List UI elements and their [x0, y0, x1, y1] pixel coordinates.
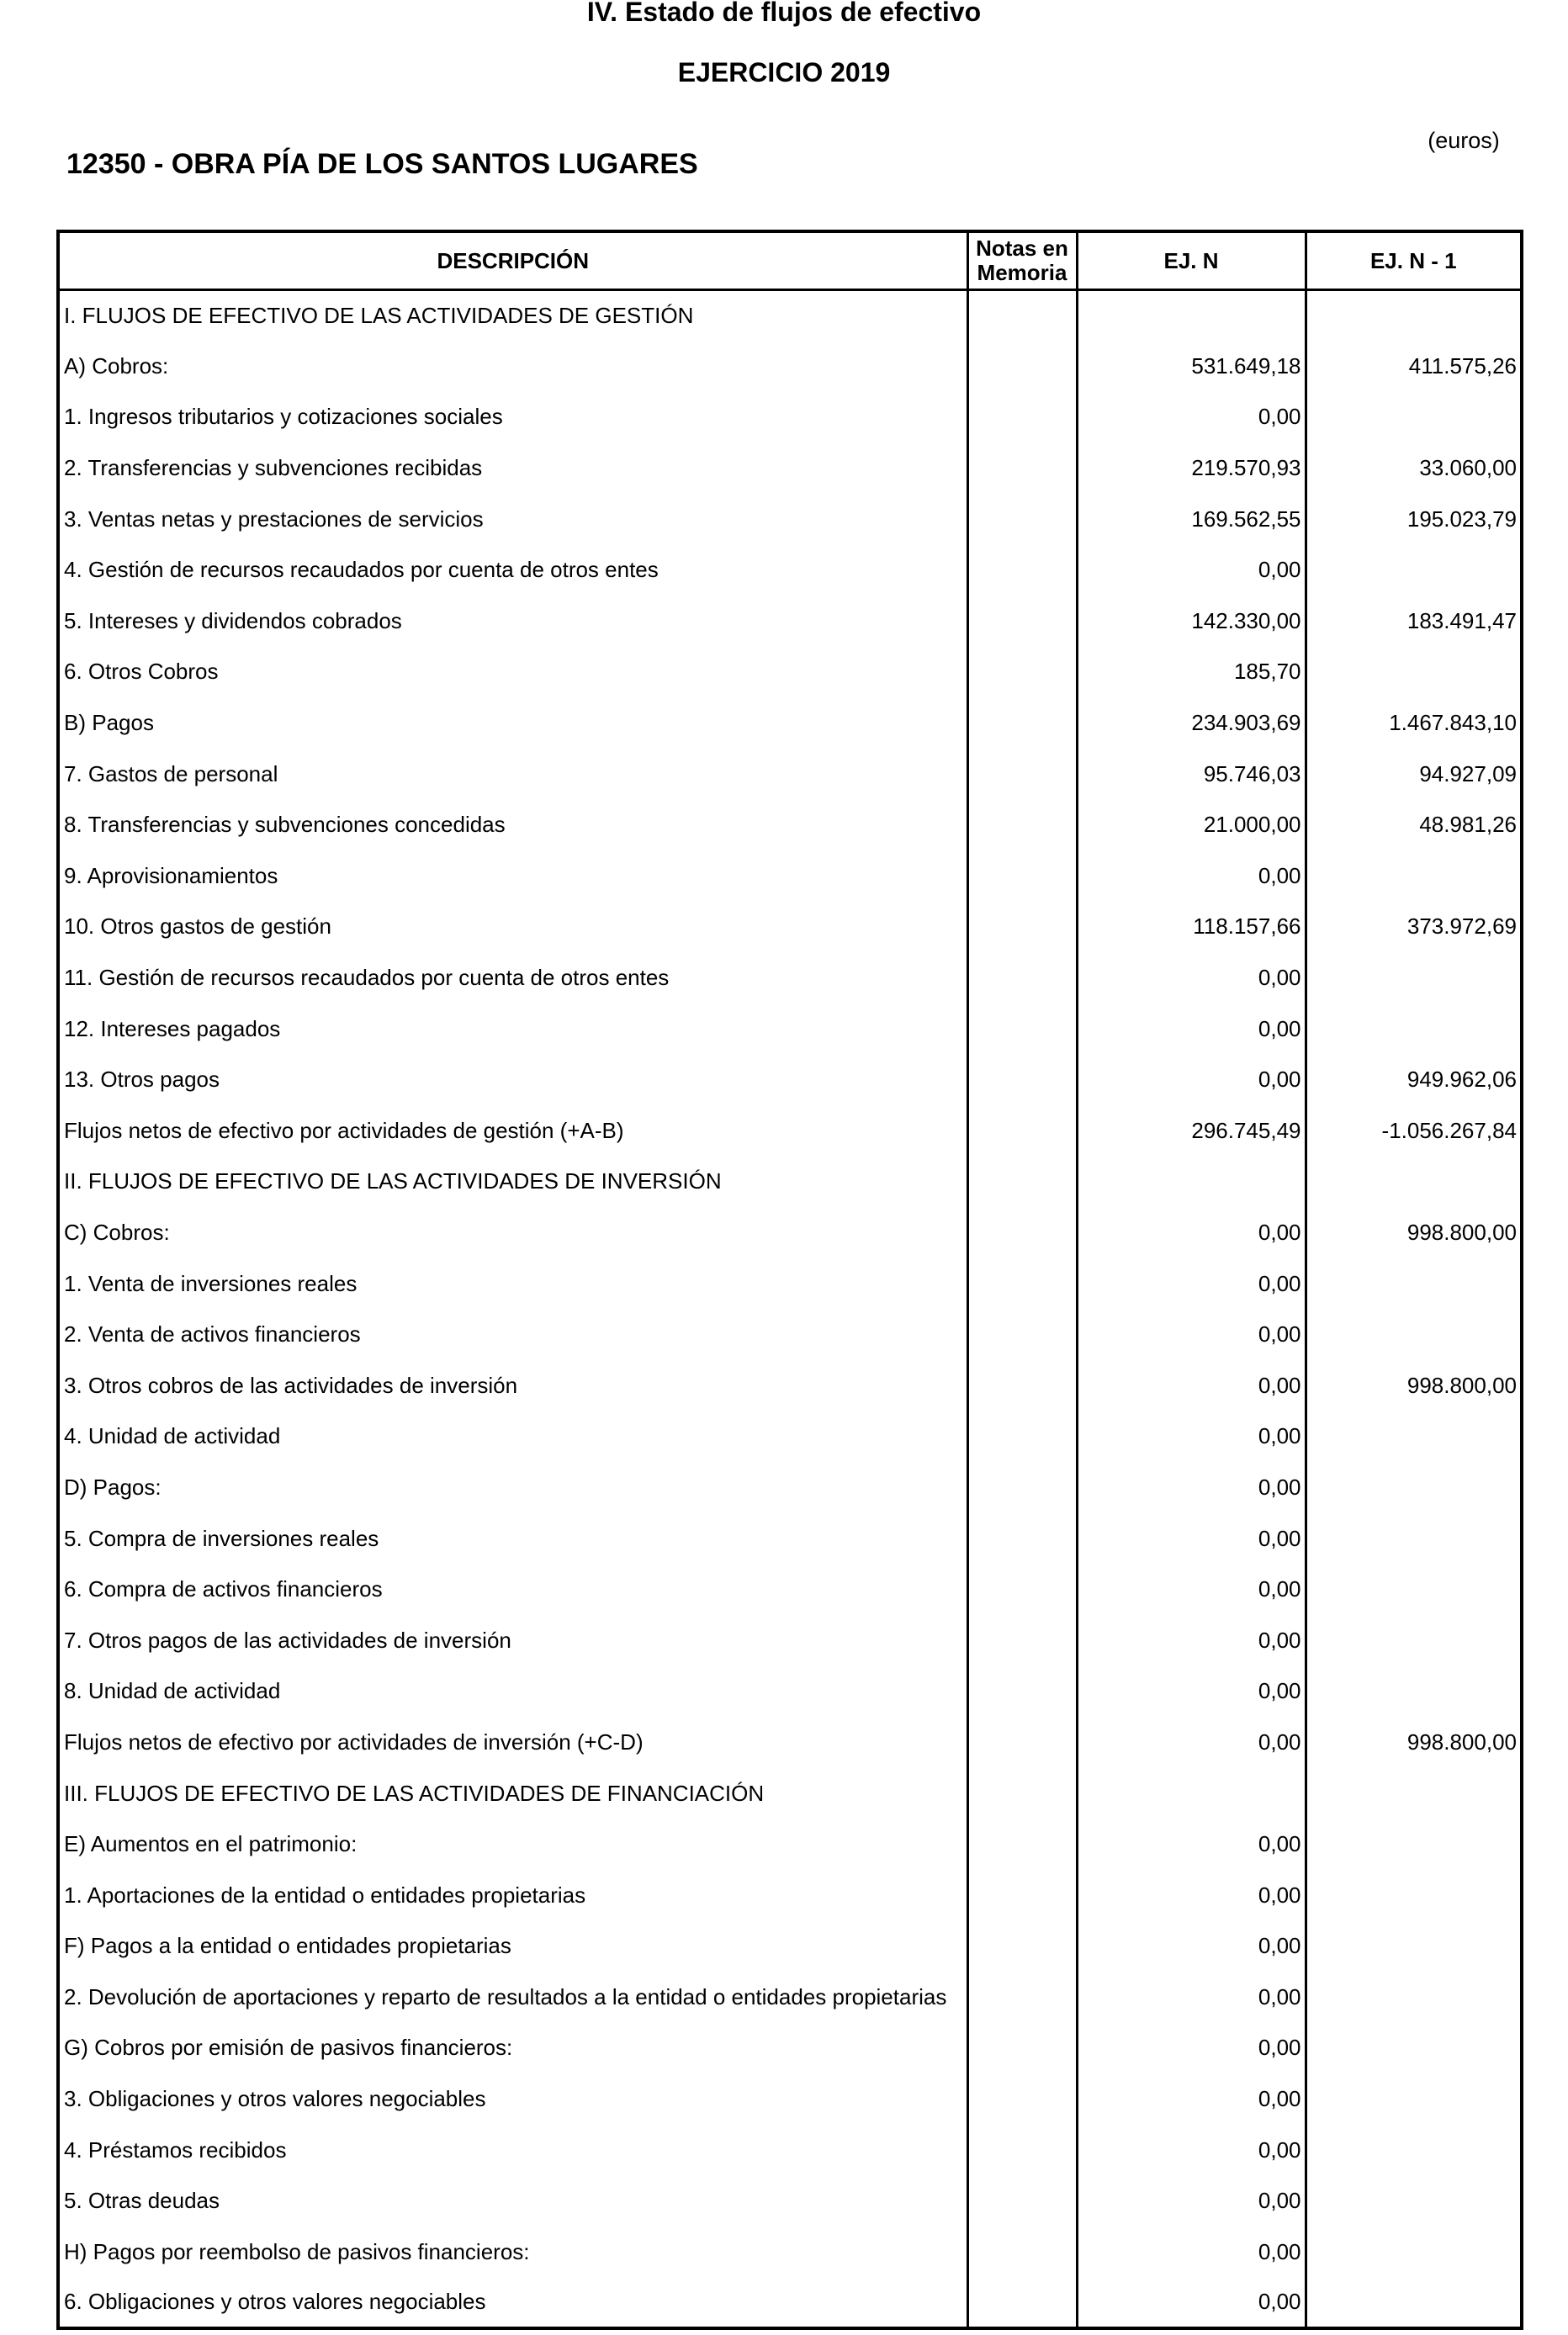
- row-previous-year-value: [1306, 1972, 1522, 2023]
- row-description: 3. Ventas netas y prestaciones de servicios: [58, 494, 967, 545]
- row-current-year-value: 0,00: [1077, 1003, 1306, 1055]
- row-notes: [967, 749, 1077, 800]
- col-header-current-year: EJ. N: [1077, 231, 1306, 290]
- col-header-notes-line1: Notas en: [976, 236, 1068, 261]
- row-current-year-value: 0,00: [1077, 1207, 1306, 1258]
- row-previous-year-value: [1306, 2125, 1522, 2176]
- row-previous-year-value: 48.981,26: [1306, 799, 1522, 850]
- row-description: 4. Gestión de recursos recaudados por cuenta de otros entes: [58, 544, 967, 596]
- row-description: 11. Gestión de recursos recaudados por cuenta de otros entes: [58, 952, 967, 1003]
- row-description: 12. Intereses pagados: [58, 1003, 967, 1055]
- table-row: [58, 2023, 1522, 2074]
- row-notes: [967, 1411, 1077, 1463]
- row-current-year-value: 142.330,00: [1077, 596, 1306, 647]
- row-current-year-value: 0,00: [1077, 1513, 1306, 1565]
- row-current-year-value: 0,00: [1077, 1717, 1306, 1768]
- row-current-year-value: 0,00: [1077, 1360, 1306, 1411]
- row-notes: [967, 596, 1077, 647]
- row-previous-year-value: [1306, 1462, 1522, 1513]
- table-row: [58, 1411, 1522, 1463]
- table-row: [58, 2073, 1522, 2125]
- row-notes: [967, 2125, 1077, 2176]
- table-row: [58, 392, 1522, 443]
- table-row: [58, 902, 1522, 953]
- row-current-year-value: 0,00: [1077, 1972, 1306, 2023]
- row-previous-year-value: 998.800,00: [1306, 1360, 1522, 1411]
- row-notes: [967, 697, 1077, 749]
- row-notes: [967, 1360, 1077, 1411]
- row-previous-year-value: 33.060,00: [1306, 442, 1522, 494]
- row-current-year-value: 0,00: [1077, 1309, 1306, 1360]
- row-previous-year-value: [1306, 290, 1522, 342]
- row-description: 7. Otros pagos de las actividades de inversión: [58, 1615, 967, 1666]
- row-notes: [967, 1717, 1077, 1768]
- cash-flow-table: [56, 230, 1523, 2330]
- row-description: 2. Devolución de aportaciones y reparto de resultados a la entidad o entidades propietarias: [58, 1972, 967, 2023]
- table-row: [58, 1870, 1522, 1921]
- row-previous-year-value: [1306, 1666, 1522, 1718]
- row-current-year-value: [1077, 1157, 1306, 1208]
- row-current-year-value: 296.745,49: [1077, 1105, 1306, 1157]
- row-current-year-value: 0,00: [1077, 952, 1306, 1003]
- row-current-year-value: [1077, 1768, 1306, 1819]
- row-current-year-value: 0,00: [1077, 1819, 1306, 1870]
- row-current-year-value: 0,00: [1077, 2175, 1306, 2226]
- row-description: 13. Otros pagos: [58, 1054, 967, 1105]
- row-notes: [967, 1564, 1077, 1615]
- row-description: D) Pagos:: [58, 1462, 967, 1513]
- table-row: [58, 749, 1522, 800]
- row-previous-year-value: [1306, 2073, 1522, 2125]
- row-notes: [967, 902, 1077, 953]
- row-previous-year-value: [1306, 1819, 1522, 1870]
- row-current-year-value: 0,00: [1077, 544, 1306, 596]
- row-description: 7. Gastos de personal: [58, 749, 967, 800]
- row-description: B) Pagos: [58, 697, 967, 749]
- row-current-year-value: 234.903,69: [1077, 697, 1306, 749]
- row-notes: [967, 1003, 1077, 1055]
- row-previous-year-value: 949.962,06: [1306, 1054, 1522, 1105]
- row-previous-year-value: 195.023,79: [1306, 494, 1522, 545]
- row-previous-year-value: 1.467.843,10: [1306, 697, 1522, 749]
- row-notes: [967, 1207, 1077, 1258]
- row-current-year-value: 0,00: [1077, 2125, 1306, 2176]
- row-notes: [967, 2175, 1077, 2226]
- row-current-year-value: 0,00: [1077, 1411, 1306, 1463]
- row-previous-year-value: [1306, 2175, 1522, 2226]
- table-row: [58, 952, 1522, 1003]
- table-row: [58, 544, 1522, 596]
- row-description: 5. Compra de inversiones reales: [58, 1513, 967, 1565]
- row-current-year-value: 21.000,00: [1077, 799, 1306, 850]
- row-previous-year-value: [1306, 647, 1522, 698]
- row-notes: [967, 1258, 1077, 1310]
- table-row: [58, 1972, 1522, 2023]
- table-row: [58, 1309, 1522, 1360]
- row-description: G) Cobros por emisión de pasivos financieros:: [58, 2023, 967, 2074]
- row-notes: [967, 1054, 1077, 1105]
- row-current-year-value: 0,00: [1077, 1615, 1306, 1666]
- row-previous-year-value: [1306, 1157, 1522, 1208]
- row-previous-year-value: [1306, 952, 1522, 1003]
- table-row: [58, 799, 1522, 850]
- row-notes: [967, 647, 1077, 698]
- table-row: [58, 1819, 1522, 1870]
- table-row: [58, 850, 1522, 902]
- table-row: [58, 1921, 1522, 1972]
- row-notes: [967, 2226, 1077, 2278]
- table-row: [58, 442, 1522, 494]
- row-notes: [967, 1615, 1077, 1666]
- row-current-year-value: 0,00: [1077, 2073, 1306, 2125]
- row-previous-year-value: [1306, 1003, 1522, 1055]
- row-notes: [967, 341, 1077, 392]
- row-previous-year-value: [1306, 850, 1522, 902]
- row-description: I. FLUJOS DE EFECTIVO DE LAS ACTIVIDADES DE GESTIÓN: [58, 290, 967, 342]
- row-previous-year-value: [1306, 1411, 1522, 1463]
- row-current-year-value: 0,00: [1077, 1462, 1306, 1513]
- table-row: [58, 2278, 1522, 2329]
- row-description: 1. Aportaciones de la entidad o entidades propietarias: [58, 1870, 967, 1921]
- row-description: F) Pagos a la entidad o entidades propietarias: [58, 1921, 967, 1972]
- col-header-notes: [967, 231, 1077, 290]
- table-row: [58, 1564, 1522, 1615]
- row-description: 6. Otros Cobros: [58, 647, 967, 698]
- table-row: [58, 1207, 1522, 1258]
- row-previous-year-value: 998.800,00: [1306, 1207, 1522, 1258]
- row-previous-year-value: 94.927,09: [1306, 749, 1522, 800]
- row-previous-year-value: [1306, 2023, 1522, 2074]
- table-row: [58, 596, 1522, 647]
- fiscal-year: EJERCICIO 2019: [677, 57, 891, 87]
- row-description: 9. Aprovisionamientos: [58, 850, 967, 902]
- row-description: 1. Venta de inversiones reales: [58, 1258, 967, 1310]
- row-current-year-value: 0,00: [1077, 1258, 1306, 1310]
- row-notes: [967, 2023, 1077, 2074]
- row-notes: [967, 290, 1077, 342]
- row-description: 8. Unidad de actividad: [58, 1666, 967, 1718]
- table-row: [58, 1157, 1522, 1208]
- col-header-description: DESCRIPCIÓN: [58, 231, 967, 290]
- row-current-year-value: 531.649,18: [1077, 341, 1306, 392]
- page-title: IV. Estado de flujos de efectivo: [586, 0, 982, 27]
- row-notes: [967, 1921, 1077, 1972]
- row-previous-year-value: [1306, 1921, 1522, 1972]
- row-description: 8. Transferencias y subvenciones concedidas: [58, 799, 967, 850]
- table-row: [58, 1513, 1522, 1565]
- table-header-row: [58, 231, 1522, 290]
- table-row: [58, 697, 1522, 749]
- row-notes: [967, 442, 1077, 494]
- row-previous-year-value: [1306, 1870, 1522, 1921]
- row-current-year-value: 0,00: [1077, 1054, 1306, 1105]
- col-header-notes-line2: Memoria: [977, 260, 1067, 285]
- row-description: Flujos netos de efectivo por actividades de gestión (+A-B): [58, 1105, 967, 1157]
- row-notes: [967, 494, 1077, 545]
- row-description: 3. Obligaciones y otros valores negociables: [58, 2073, 967, 2125]
- row-description: 4. Unidad de actividad: [58, 1411, 967, 1463]
- row-current-year-value: 219.570,93: [1077, 442, 1306, 494]
- row-notes: [967, 799, 1077, 850]
- row-description: II. FLUJOS DE EFECTIVO DE LAS ACTIVIDADES DE INVERSIÓN: [58, 1157, 967, 1208]
- row-notes: [967, 1462, 1077, 1513]
- row-current-year-value: 0,00: [1077, 392, 1306, 443]
- table-row: [58, 1462, 1522, 1513]
- row-current-year-value: [1077, 290, 1306, 342]
- row-notes: [967, 952, 1077, 1003]
- row-notes: [967, 1157, 1077, 1208]
- row-previous-year-value: 411.575,26: [1306, 341, 1522, 392]
- row-description: H) Pagos por reembolso de pasivos financieros:: [58, 2226, 967, 2278]
- col-header-previous-year: EJ. N - 1: [1306, 231, 1522, 290]
- row-description: 1. Ingresos tributarios y cotizaciones sociales: [58, 392, 967, 443]
- row-current-year-value: 0,00: [1077, 1870, 1306, 1921]
- row-description: E) Aumentos en el patrimonio:: [58, 1819, 967, 1870]
- row-description: 5. Intereses y dividendos cobrados: [58, 596, 967, 647]
- row-notes: [967, 1972, 1077, 2023]
- row-notes: [967, 2073, 1077, 2125]
- row-current-year-value: 0,00: [1077, 1564, 1306, 1615]
- row-notes: [967, 1819, 1077, 1870]
- table-row: [58, 1054, 1522, 1105]
- row-description: 6. Compra de activos financieros: [58, 1564, 967, 1615]
- table-row: [58, 290, 1522, 342]
- row-description: A) Cobros:: [58, 341, 967, 392]
- row-description: 2. Venta de activos financieros: [58, 1309, 967, 1360]
- row-description: 5. Otras deudas: [58, 2175, 967, 2226]
- row-notes: [967, 392, 1077, 443]
- table-row: [58, 2125, 1522, 2176]
- table-row: [58, 1003, 1522, 1055]
- table-row: [58, 2226, 1522, 2278]
- row-description: C) Cobros:: [58, 1207, 967, 1258]
- row-current-year-value: 0,00: [1077, 850, 1306, 902]
- row-description: 2. Transferencias y subvenciones recibidas: [58, 442, 967, 494]
- row-description: 4. Préstamos recibidos: [58, 2125, 967, 2176]
- row-notes: [967, 1309, 1077, 1360]
- table-row: [58, 1258, 1522, 1310]
- row-current-year-value: 0,00: [1077, 2226, 1306, 2278]
- entity-name: 12350 - OBRA PÍA DE LOS SANTOS LUGARES: [66, 148, 698, 180]
- row-current-year-value: 118.157,66: [1077, 902, 1306, 953]
- table-row: [58, 1615, 1522, 1666]
- row-current-year-value: 95.746,03: [1077, 749, 1306, 800]
- row-current-year-value: 169.562,55: [1077, 494, 1306, 545]
- row-previous-year-value: 373.972,69: [1306, 902, 1522, 953]
- row-notes: [967, 1513, 1077, 1565]
- row-previous-year-value: [1306, 1309, 1522, 1360]
- table-row: [58, 1666, 1522, 1718]
- row-previous-year-value: 183.491,47: [1306, 596, 1522, 647]
- row-previous-year-value: -1.056.267,84: [1306, 1105, 1522, 1157]
- row-current-year-value: 0,00: [1077, 2023, 1306, 2074]
- row-current-year-value: 0,00: [1077, 1666, 1306, 1718]
- row-description: 10. Otros gastos de gestión: [58, 902, 967, 953]
- table-row: [58, 1768, 1522, 1819]
- row-notes: [967, 1105, 1077, 1157]
- row-notes: [967, 2278, 1077, 2329]
- row-notes: [967, 850, 1077, 902]
- row-current-year-value: 185,70: [1077, 647, 1306, 698]
- row-previous-year-value: [1306, 1615, 1522, 1666]
- row-previous-year-value: [1306, 1513, 1522, 1565]
- row-previous-year-value: [1306, 392, 1522, 443]
- table-row: [58, 647, 1522, 698]
- row-notes: [967, 544, 1077, 596]
- table-row: [58, 1360, 1522, 1411]
- row-description: 6. Obligaciones y otros valores negociables: [58, 2278, 967, 2329]
- row-previous-year-value: 998.800,00: [1306, 1717, 1522, 1768]
- row-current-year-value: 0,00: [1077, 2278, 1306, 2329]
- row-previous-year-value: [1306, 2278, 1522, 2329]
- row-previous-year-value: [1306, 1768, 1522, 1819]
- table-row: [58, 2175, 1522, 2226]
- row-description: Flujos netos de efectivo por actividades de inversión (+C-D): [58, 1717, 967, 1768]
- currency-unit: (euros): [1428, 128, 1500, 153]
- row-notes: [967, 1666, 1077, 1718]
- row-notes: [967, 1870, 1077, 1921]
- row-notes: [967, 1768, 1077, 1819]
- row-previous-year-value: [1306, 2226, 1522, 2278]
- row-description: III. FLUJOS DE EFECTIVO DE LAS ACTIVIDADES DE FINANCIACIÓN: [58, 1768, 967, 1819]
- table-row: [58, 341, 1522, 392]
- row-previous-year-value: [1306, 1258, 1522, 1310]
- row-previous-year-value: [1306, 1564, 1522, 1615]
- row-description: 3. Otros cobros de las actividades de inversión: [58, 1360, 967, 1411]
- table-row: [58, 1105, 1522, 1157]
- row-current-year-value: 0,00: [1077, 1921, 1306, 1972]
- table-row: [58, 494, 1522, 545]
- table-row: [58, 1717, 1522, 1768]
- row-previous-year-value: [1306, 544, 1522, 596]
